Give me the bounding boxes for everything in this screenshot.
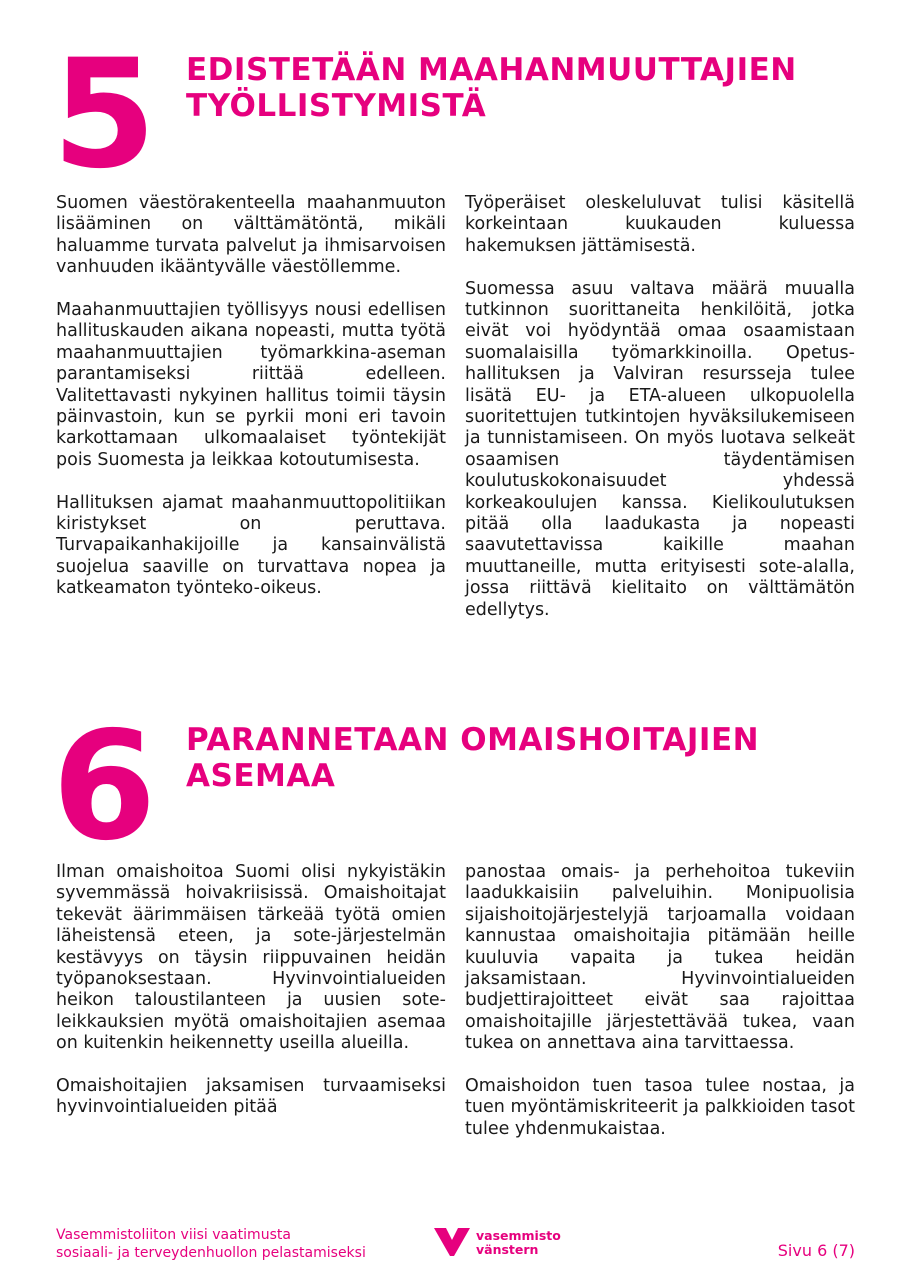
paragraph: Omaishoitajien jaksamisen turvaamiseksi hyvinvointialueiden pitää <box>56 1076 446 1118</box>
logo-line: vasemmisto <box>476 1228 561 1243</box>
footer-caption <box>56 1226 366 1262</box>
paragraph: Ilman omaishoitoa Suomi olisi nykyistäkin syvemmässä hoivakriisissä. Omaishoitajat tekevät äärimmäisen tärkeää työtä omien läheistensä eteen, ja sote-järjestelmän kestävyys on täysin riippuvainen heidän työpanoksestaan. Hyvinvointialueiden heikon taloustilanteen ja uusien soteleikkauksien myötä omaishoitajien asemaa on kuitenkin heikennetty useilla alueilla. <box>56 862 446 1054</box>
section-title-line: PARANNETAAN OMAISHOITAJIEN <box>186 722 760 758</box>
logo-line: vänstern <box>476 1242 539 1257</box>
left-column <box>56 862 446 1140</box>
section-title-line: TYÖLLISTYMISTÄ <box>186 88 487 124</box>
right-column <box>465 862 855 1162</box>
footer-line: sosiaali- ja terveydenhuollon pelastamiseksi <box>56 1245 366 1261</box>
footer-line: Vasemmistoliiton viisi vaatimusta <box>56 1227 291 1243</box>
right-column <box>465 193 855 643</box>
vasemmisto-v-logo-icon <box>432 1224 472 1262</box>
logo-wordmark <box>476 1229 561 1257</box>
section-number: 5 <box>52 28 153 202</box>
paragraph: panostaa omais- ja perhehoitoa tukeviin laadukkaisiin palveluihin. Monipuolisia sijaishoitojärjestelyjä tarjoamalla voidaan kannustaa omaishoitajia pitämään heille kuuluvia vapaita ja tukea heidän jaksamistaan. Hyvinvointialueiden budjettirajoitteet eivät saa rajoittaa omaishoitajille järjestettävää tukea, vaan tukea on annettava aina tarvittaessa. <box>465 862 855 1054</box>
paragraph: Suomen väestörakenteella maahanmuuton lisääminen on välttämätöntä, mikäli haluamme turvata palvelut ja ihmisarvoisen vanhuuden ikääntyvälle väestöllemme. <box>56 193 446 278</box>
paragraph: Omaishoidon tuen tasoa tulee nostaa, ja tuen myöntämiskriteerit ja palkkioiden tasot tulee yhdenmukaistaa. <box>465 1076 855 1139</box>
paragraph: Suomessa asuu valtava määrä muualla tutkinnon suorittaneita henkilöitä, jotka eivät voi hyödyntää omaa osaamistaan suomalaisilla työmarkkinoilla. Opetushallituksen ja Valviran resursseja tulee lisätä EU- ja ETA-alueen ulkopuolella suoritettujen tutkintojen hyväksilukemiseen ja tunnistamiseen. On myös luotava selkeät osaamisen täydentämisen koulutuskokonaisuudet yhdessä korkeakoulujen kanssa. Kielikoulutuksen pitää olla laadukasta ja nopeasti saavutettavissa kaikille maahan muuttaneille, mutta erityisesti sote-alalla, jossa riittävä kielitaito on välttämätön edellytys. <box>465 278 855 620</box>
section-number: 6 <box>52 700 153 874</box>
section-title-line: EDISTETÄÄN MAAHANMUUTTAJIEN <box>186 52 797 88</box>
paragraph: Maahanmuuttajien työllisyys nousi edellisen hallituskauden aikana nopeasti, mutta työtä maahanmuuttajien työmarkkina-aseman parantamiseksi riittää edelleen. Valitettavasti nykyinen hallitus toimii täysin päinvastoin, kun se pyrkii moni eri tavoin karkottamaan ulkomaalaiset työntekijät pois Suomesta ja leikkaa kotoutumisesta. <box>56 300 446 470</box>
paragraph: Hallituksen ajamat maahanmuuttopolitiikan kiristykset on peruttava. Turvapaikanhakijoille ja kansainvälistä suojelua saaville on turvattava nopea ja katkeamaton työnteko-oikeus. <box>56 492 446 599</box>
page-number: Sivu 6 (7) <box>777 1241 855 1260</box>
section-title <box>186 722 866 794</box>
section-title <box>186 52 866 124</box>
left-column <box>56 193 446 621</box>
section-title-line: ASEMAA <box>186 758 336 794</box>
paragraph: Työperäiset oleskeluluvat tulisi käsitellä korkeintaan kuukauden kuluessa hakemuksen jättämisestä. <box>465 193 855 256</box>
vasemmisto-logo <box>432 1224 561 1262</box>
